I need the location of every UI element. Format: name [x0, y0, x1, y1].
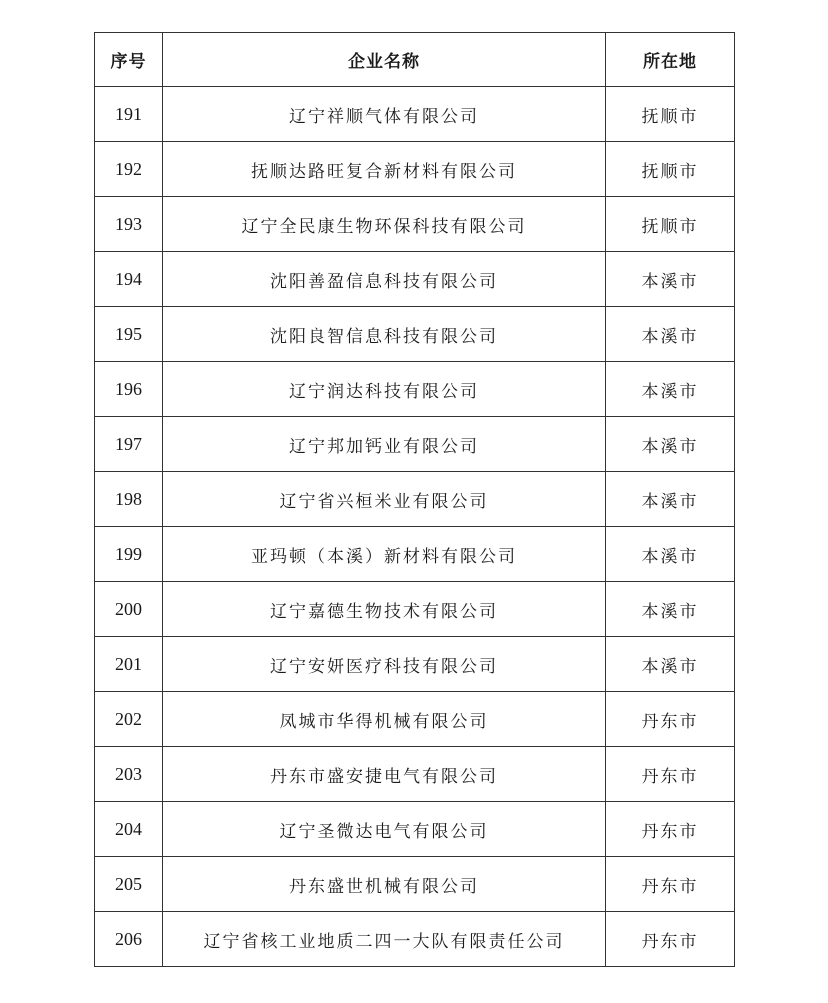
cell-location: 抚顺市 — [606, 197, 735, 252]
cell-location: 本溪市 — [606, 582, 735, 637]
cell-location: 本溪市 — [606, 252, 735, 307]
table-row — [95, 142, 735, 197]
table-row — [95, 747, 735, 802]
table-row — [95, 692, 735, 747]
cell-location: 本溪市 — [606, 527, 735, 582]
table-row — [95, 307, 735, 362]
cell-company-name: 辽宁省核工业地质二四一大队有限责任公司 — [163, 912, 606, 967]
cell-serial-number: 193 — [95, 197, 163, 252]
table-row — [95, 857, 735, 912]
cell-location: 丹东市 — [606, 747, 735, 802]
cell-location: 本溪市 — [606, 307, 735, 362]
table-row — [95, 472, 735, 527]
cell-location: 丹东市 — [606, 692, 735, 747]
table-row — [95, 527, 735, 582]
cell-company-name: 丹东市盛安捷电气有限公司 — [163, 747, 606, 802]
cell-company-name: 沈阳良智信息科技有限公司 — [163, 307, 606, 362]
cell-serial-number: 192 — [95, 142, 163, 197]
cell-location: 本溪市 — [606, 417, 735, 472]
table-body — [95, 87, 735, 967]
cell-company-name: 沈阳善盈信息科技有限公司 — [163, 252, 606, 307]
cell-company-name: 抚顺达路旺复合新材料有限公司 — [163, 142, 606, 197]
cell-company-name: 辽宁全民康生物环保科技有限公司 — [163, 197, 606, 252]
cell-serial-number: 206 — [95, 912, 163, 967]
cell-location: 本溪市 — [606, 637, 735, 692]
cell-serial-number: 203 — [95, 747, 163, 802]
table-row — [95, 362, 735, 417]
table-row — [95, 252, 735, 307]
cell-location: 丹东市 — [606, 802, 735, 857]
cell-company-name: 凤城市华得机械有限公司 — [163, 692, 606, 747]
table-row — [95, 912, 735, 967]
cell-company-name: 辽宁祥顺气体有限公司 — [163, 87, 606, 142]
cell-serial-number: 200 — [95, 582, 163, 637]
table-row — [95, 802, 735, 857]
cell-company-name: 亚玛顿（本溪）新材料有限公司 — [163, 527, 606, 582]
cell-location: 抚顺市 — [606, 87, 735, 142]
cell-location: 本溪市 — [606, 472, 735, 527]
table-row — [95, 417, 735, 472]
cell-company-name: 辽宁圣微达电气有限公司 — [163, 802, 606, 857]
cell-location: 本溪市 — [606, 362, 735, 417]
cell-serial-number: 204 — [95, 802, 163, 857]
cell-company-name: 辽宁安妍医疗科技有限公司 — [163, 637, 606, 692]
cell-company-name: 辽宁邦加钙业有限公司 — [163, 417, 606, 472]
header-serial-number: 序号 — [95, 33, 163, 87]
cell-location: 丹东市 — [606, 857, 735, 912]
cell-company-name: 辽宁嘉德生物技术有限公司 — [163, 582, 606, 637]
cell-serial-number: 201 — [95, 637, 163, 692]
table-row — [95, 582, 735, 637]
cell-location: 抚顺市 — [606, 142, 735, 197]
cell-serial-number: 197 — [95, 417, 163, 472]
table-row — [95, 637, 735, 692]
company-list-table-container — [94, 32, 734, 967]
header-company-name: 企业名称 — [163, 33, 606, 87]
cell-serial-number: 198 — [95, 472, 163, 527]
table-header-row — [95, 33, 735, 87]
cell-serial-number: 191 — [95, 87, 163, 142]
header-location: 所在地 — [606, 33, 735, 87]
cell-company-name: 丹东盛世机械有限公司 — [163, 857, 606, 912]
table-row — [95, 87, 735, 142]
cell-serial-number: 196 — [95, 362, 163, 417]
table-row — [95, 197, 735, 252]
cell-serial-number: 199 — [95, 527, 163, 582]
cell-serial-number: 205 — [95, 857, 163, 912]
company-list-table — [94, 32, 735, 967]
cell-company-name: 辽宁省兴桓米业有限公司 — [163, 472, 606, 527]
cell-company-name: 辽宁润达科技有限公司 — [163, 362, 606, 417]
cell-location: 丹东市 — [606, 912, 735, 967]
cell-serial-number: 195 — [95, 307, 163, 362]
cell-serial-number: 202 — [95, 692, 163, 747]
cell-serial-number: 194 — [95, 252, 163, 307]
